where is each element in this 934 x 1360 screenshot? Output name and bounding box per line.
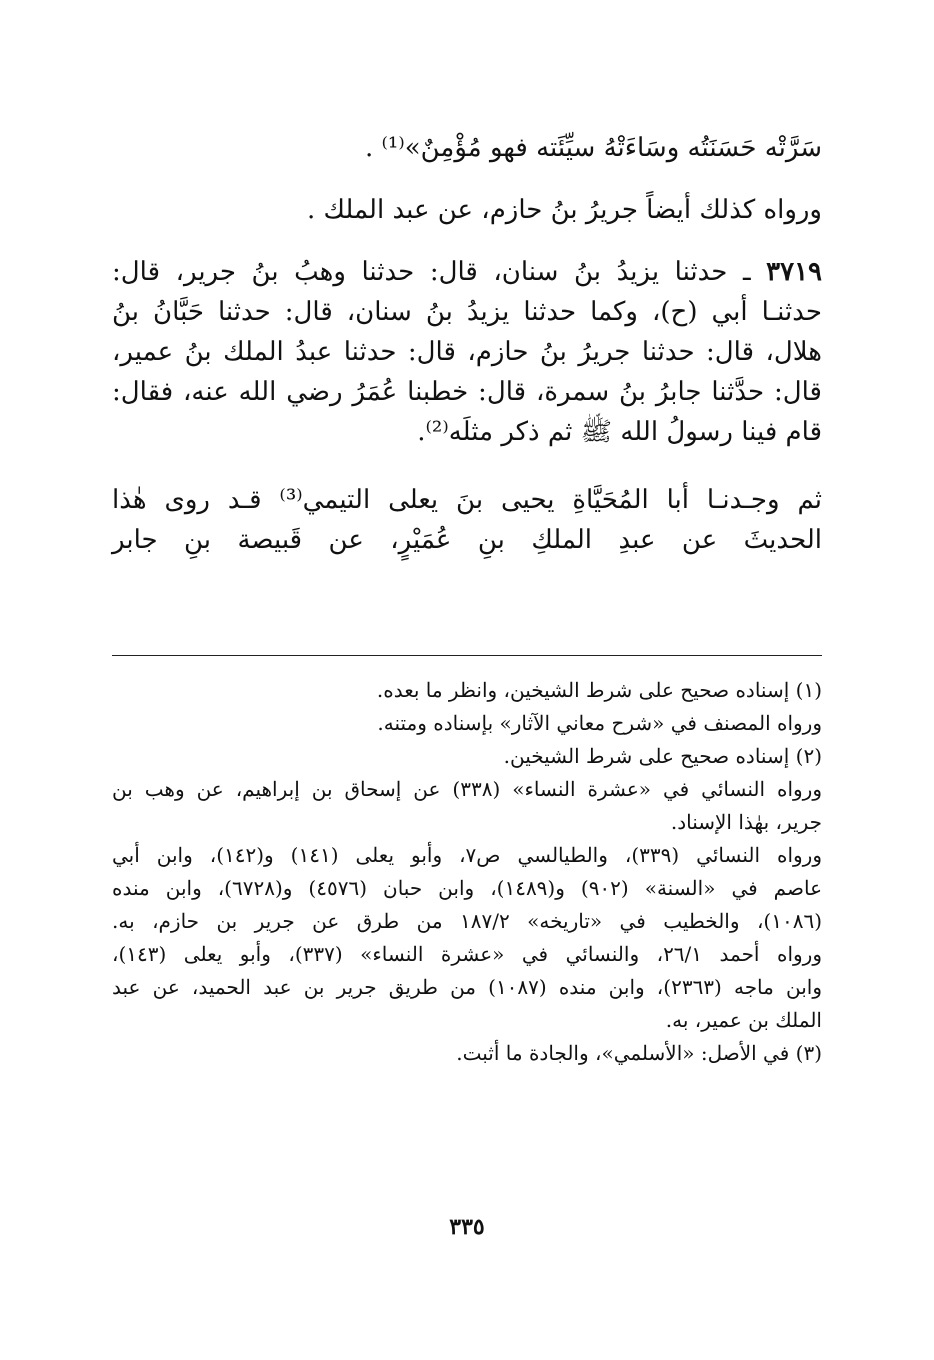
- footnote-line: ورواه المصنف في «شرح معاني الآثار» بإسناده ومتنه.: [377, 711, 822, 735]
- footnote-line: (١) إسناده صحيح على شرط الشيخين، وانظر ما بعده.: [376, 678, 822, 702]
- footnote-line: (٣) في الأصل: «الأسلمي»، والجادة ما أثبت.: [456, 1041, 822, 1065]
- text-line: ثم وجـدنـا أبا المُحَيَّاةِ يحيى بنَ يعلى التيمي⁽³⁾ قـد روى هٰذا: [112, 485, 822, 515]
- text-line: قال: حدَّثنا جابرُ بنُ سمرة، قال: خطبنا عُمَرُ رضي الله عنه، فقال:: [112, 377, 822, 407]
- footnotes: [112, 674, 822, 1070]
- text-line: ـ حدثنا يزيدُ بنُ سنان، قال: حدثنا وهبُ بنُ جرير، قال:: [112, 257, 751, 287]
- footnote-line: جرير، بهٰذا الإسناد.: [670, 810, 822, 834]
- text-line: سَرَّتْه حَسَنَتُه وسَاءَتْهُ سيِّئَته فهو مُؤْمِنٌ»⁽¹⁾ .: [364, 133, 822, 163]
- page-number: ٣٣٥: [449, 1214, 485, 1240]
- hadith-first-line: [112, 252, 822, 292]
- footnote-line: ورواه النسائي (٣٣٩)، والطيالسي ص٧، وأبو يعلى (١٤١) و(١٤٢)، وابن أبي: [112, 843, 822, 867]
- footnote-line: ورواه أحمد ٢٦/١، والنسائي في «عشرة النساء» (٣٣٧)، وأبو يعلى (١٤٣)،: [112, 942, 822, 966]
- main-text: [112, 128, 822, 560]
- footnote-line: (١٠٨٦)، والخطيب في «تاريخه» ١٨٧/٢ من طرق عن جرير بن حازم، به.: [112, 909, 822, 933]
- text-line: قام فينا رسولُ الله ﷺ ثم ذكر مثلَه⁽²⁾.: [417, 417, 822, 447]
- text-line: هلال، قال: حدثنا جريرُ بنُ حازم، قال: حدثنا عبدُ الملك بنُ عمير،: [112, 337, 822, 367]
- footnote-line: ورواه النسائي في «عشرة النساء» (٣٣٨) عن إسحاق بن إبراهيم، عن وهب بن: [112, 777, 822, 801]
- text-line: ورواه كذلك أيضاً جريرُ بنُ حازم، عن عبد الملك .: [306, 195, 822, 225]
- hadith-number: ٣٧١٩: [766, 257, 822, 287]
- footnote-line: (٢) إسناده صحيح على شرط الشيخين.: [503, 744, 822, 768]
- footnote-separator: [112, 655, 822, 656]
- footnote-line: عاصم في «السنة» (٩٠٢) و(١٤٨٩)، وابن حبان (٤٥٧٦) و(٦٧٢٨)، وابن منده: [112, 876, 822, 900]
- footnote-line: وابن ماجه (٢٣٦٣)، وابن منده (١٠٨٧) من طريق جرير بن عبد الحميد، عن عبد: [112, 975, 822, 999]
- footnote-line: الملك بن عمير، به.: [665, 1008, 822, 1032]
- text-line: الحديثَ عن عبدِ الملكِ بنِ عُمَيْرٍ، عن قَبيصة بنِ جابر: [112, 525, 822, 555]
- text-line: حدثنـا أبي (ح)، وكما حدثنا يزيدُ بنُ سنان، قال: حدثنا حَبَّانُ بنُ: [112, 297, 822, 327]
